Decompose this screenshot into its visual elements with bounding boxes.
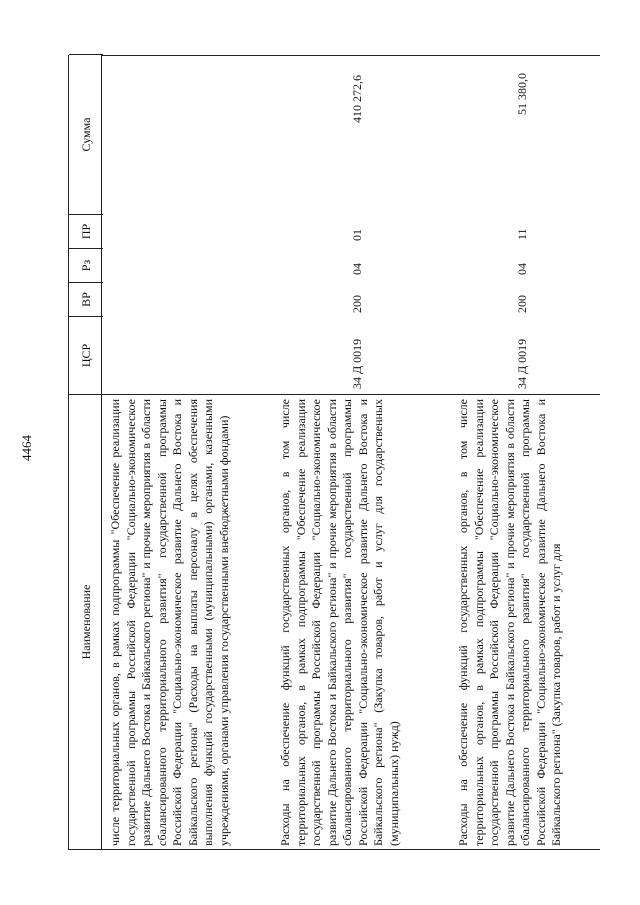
row-1-vr: 200 xyxy=(350,295,364,313)
row-2-pr: 11 xyxy=(515,228,529,240)
row-1-pr: 01 xyxy=(350,229,364,241)
header-csr: ЦСР xyxy=(69,316,103,394)
row-1-csr: 34 Д 0019 xyxy=(350,338,364,389)
row-1-sum: 410 272,6 xyxy=(350,75,364,123)
row-2-csr: 34 Д 0019 xyxy=(515,338,529,389)
row-1-rz: 04 xyxy=(350,263,364,275)
row-2-vr: 200 xyxy=(515,295,529,313)
column-divider xyxy=(102,849,600,850)
row-2-name: Расходы на обеспечение функций государственных органов, в том числе территориальных органов, в рамках подпрограммы "Обеспечение реализации государственной программы Российской Федерации "Социально-экономическое развитие Дальнего Востока и Байкальского региона" и прочие мероприятия в области сбалансированного территориального развития" государственной программы Российской Федерации "Социально-экономическое развитие Дальнего Востока и Байкальского региона" (Закупка товаров, работ и услуг для государственных (муниципальных) нужд) xyxy=(278,399,401,846)
budget-table xyxy=(68,55,600,850)
page-number: 4464 xyxy=(19,435,34,461)
table-header xyxy=(68,55,102,850)
header-rz: Рз xyxy=(69,248,103,282)
row-2-sum: 51 380,0 xyxy=(515,73,529,115)
header-name: Наименование xyxy=(69,394,103,849)
row-3-name: Расходы на обеспечение функций государственных органов, в том числе территориальных органов, в рамках подпрограммы "Обеспечение реализации государственной программы Российской Федерации "Социально-экономическое развитие Дальнего Востока и Байкальского региона" и прочие мероприятия в области сбалансированного территориального развития" государственной программы Российской Федерации "Социально-экономическое развитие Дальнего Востока и Байкальского региона" (Закупка товаров, работ и услуг для xyxy=(456,399,563,846)
header-vr: ВР xyxy=(69,282,103,316)
header-sum: Сумма xyxy=(69,54,103,214)
column-divider xyxy=(102,55,600,56)
row-1-name: числе территориальных органов, в рамках подпрограммы "Обеспечение реализации государственной программы Российской Федерации "Социально-экономическое развитие Дальнего Востока и Байкальского региона" и прочие мероприятия в области сбалансированного территориального развития" государственной программы Российской Федерации "Социально-экономическое развитие Дальнего Востока и Байкальского региона" (Расходы на выплаты персоналу в целях обеспечения выполнения функций государственными (муниципальными) органами, казенными учреждениями, органами управления государственными внебюджетными фондами) xyxy=(108,399,231,846)
column-divider xyxy=(102,394,600,395)
row-2-rz: 04 xyxy=(515,263,529,275)
header-pr: ПР xyxy=(69,214,103,248)
